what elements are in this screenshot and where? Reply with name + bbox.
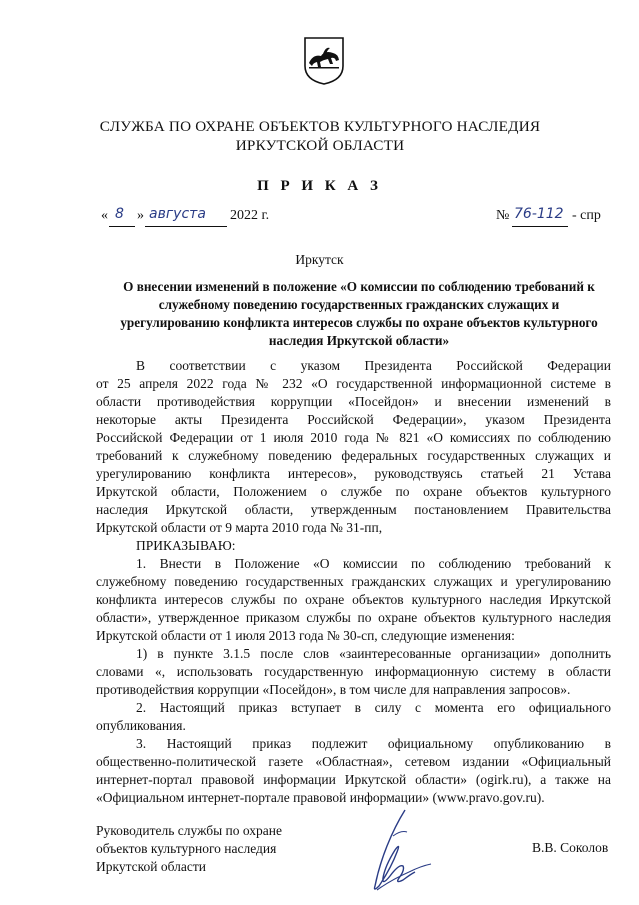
body-line: общественно-политической газете «Областная», сетевом издании «Официальный [96, 754, 611, 769]
body-line: от 25 апреля 2022 года № 232 «О государственной информационной системе в [96, 376, 611, 391]
subject-line: урегулированию конфликта интересов службы по охране объектов культурного [120, 315, 598, 330]
document-type-title: П Р И К А З [257, 178, 382, 194]
body-line: урегулированию конфликта интересов», руководствуясь статьей 21 Устава [96, 466, 611, 481]
signature-icon [335, 806, 445, 896]
number-prefix: № [496, 208, 510, 223]
signatory-position-line: Руководитель службы по охране [96, 823, 283, 838]
order-word: ПРИКАЗЫВАЮ: [136, 538, 236, 553]
body-line: служебному поведению государственных гражданских служащих и урегулированию [96, 574, 611, 589]
order-subject [96, 278, 622, 350]
organization-name-line1: СЛУЖБА ПО ОХРАНЕ ОБЪЕКТОВ КУЛЬТУРНОГО НАСЛЕДИЯ [99, 118, 541, 135]
body-line: области», утвержденное приказом службы по охране объектов культурного наследия [96, 610, 611, 625]
date-close-quote: » [137, 208, 144, 223]
coat-of-arms-icon [303, 36, 345, 86]
subject-line: О внесении изменений в положение «О комиссии по соблюдению требований к [123, 279, 595, 294]
subject-line: наследия Иркутской области» [268, 333, 450, 348]
body-line: словами «, использовать государственную информационную систему в области [96, 664, 611, 679]
body-line: некоторые акты Президента Российской Федерации», указом Президента [96, 412, 611, 427]
body-line: наследия Иркутской области, утвержденным постановлением Правительства [96, 502, 611, 517]
body-line: Иркутской области от 1 июля 2013 года № 30-сп, следующие изменения: [96, 628, 515, 643]
organization-name [60, 117, 580, 155]
signatory-name: В.В. Соколов [532, 840, 609, 855]
body-line: 1. Внести в Положение «О комиссии по соблюдению требований к [136, 556, 611, 571]
date-day: 8 [115, 206, 124, 222]
date-open-quote: « [101, 208, 108, 223]
signatory-position-line: объектов культурного наследия [96, 841, 277, 856]
body-line: 2. Настоящий приказ вступает в силу с момента его официального [136, 700, 611, 715]
body-line: Иркутской области, Положением о службе по охране объектов культурного [96, 484, 611, 499]
body-line: противодействия коррупции «Посейдон», в том числе для направления запросов». [96, 682, 571, 697]
subject-line: служебному поведению государственных гражданских служащих и [158, 297, 560, 312]
signatory-position-line: Иркутской области [96, 859, 207, 874]
body-line: конфликта интересов службы по охране объектов культурного наследия Иркутской [96, 592, 611, 607]
organization-name-line2: ИРКУТСКОЙ ОБЛАСТИ [235, 137, 405, 154]
number-suffix: - спр [572, 208, 601, 223]
date-year: 2022 г. [230, 208, 270, 223]
number-value: 76-112 [514, 206, 564, 222]
number-underline [512, 226, 568, 227]
document-date [101, 208, 301, 232]
body-line: 1) в пункте 3.1.5 после слов «заинтересованные организации» дополнить [136, 646, 611, 661]
body-line: области противодействия коррупции «Посейдон» и внесении изменений в [96, 394, 611, 409]
body-line: «Официальном интернет-портале правовой информации» (www.pravo.gov.ru). [96, 790, 545, 805]
signatory-position [96, 822, 336, 876]
body-line: Российской Федерации от 1 июля 2010 года № 821 «О комиссиях по соблюдению [96, 430, 611, 445]
city: Иркутск [295, 252, 344, 267]
date-month: августа [149, 206, 206, 222]
document-number [496, 208, 611, 232]
body-line: опубликования. [96, 718, 186, 733]
body-line: требований к служебному поведению федеральных государственных служащих и [96, 448, 611, 463]
body-line: 3. Настоящий приказ подлежит официальному опубликованию в [136, 736, 611, 751]
body-line: интернет-портал правовой информации Иркутской области» (ogirk.ru), а также на [96, 772, 611, 787]
date-day-underline [109, 226, 135, 227]
body-line: В соответствии с указом Президента Российской Федерации [136, 358, 611, 373]
body-line: Иркутской области от 9 марта 2010 года № 31-пп, [96, 520, 383, 535]
date-month-underline [145, 226, 227, 227]
